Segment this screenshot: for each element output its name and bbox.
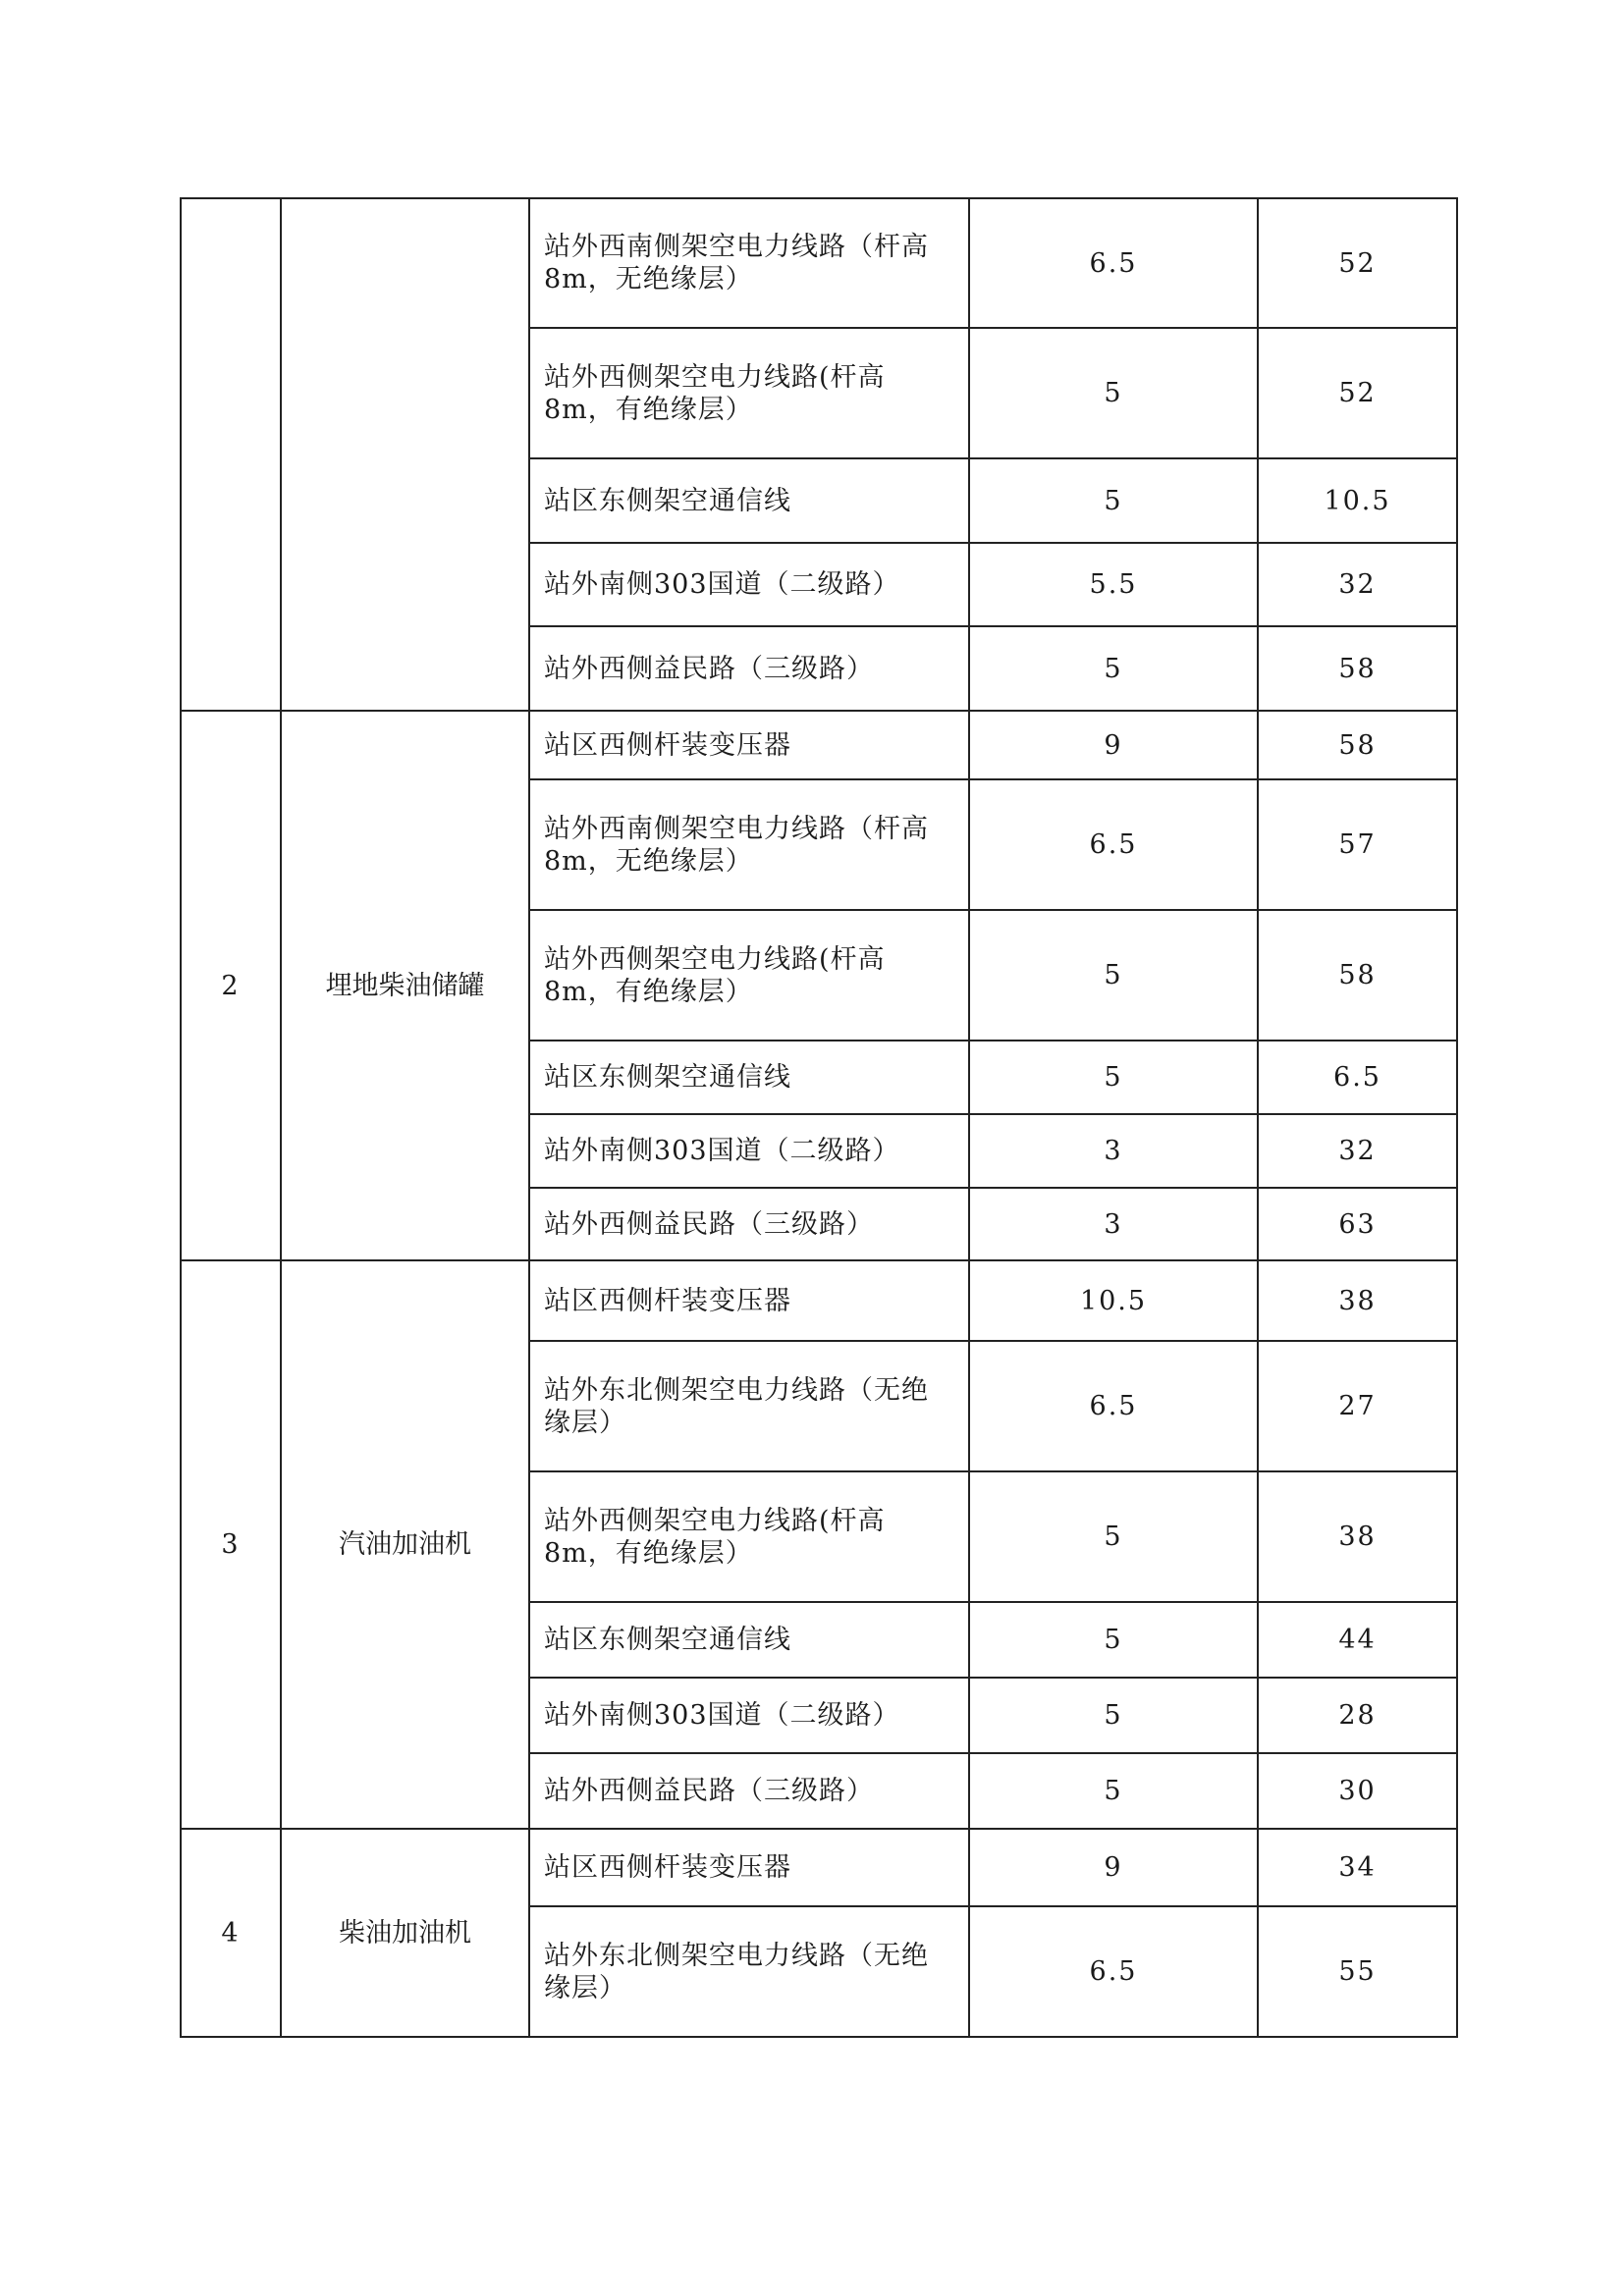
required-distance-cell: 5 <box>969 1753 1258 1829</box>
actual-distance-cell: 30 <box>1258 1753 1457 1829</box>
table-row <box>181 711 1457 779</box>
facility-cell: 站区东侧架空通信线 <box>529 1602 969 1678</box>
facility-cell: 站外南侧303国道（二级路） <box>529 1114 969 1188</box>
actual-distance-cell: 63 <box>1258 1188 1457 1260</box>
required-distance-cell: 5 <box>969 328 1258 458</box>
facility-cell: 站区西侧杆装变压器 <box>529 1260 969 1341</box>
facility-cell: 站区东侧架空通信线 <box>529 458 969 543</box>
facility-cell: 站外南侧303国道（二级路） <box>529 1678 969 1753</box>
actual-distance-cell: 6.5 <box>1258 1041 1457 1114</box>
required-distance-cell: 5.5 <box>969 543 1258 626</box>
facility-cell: 站外西南侧架空电力线路（杆高8m，无绝缘层） <box>529 198 969 328</box>
facility-cell: 站外西侧益民路（三级路） <box>529 1188 969 1260</box>
required-distance-cell: 5 <box>969 626 1258 711</box>
group-number-cell: 2 <box>181 711 281 1260</box>
required-distance-cell: 9 <box>969 711 1258 779</box>
table-body <box>181 198 1457 2037</box>
required-distance-cell: 5 <box>969 910 1258 1041</box>
actual-distance-cell: 55 <box>1258 1906 1457 2037</box>
table-row <box>181 198 1457 328</box>
facility-cell: 站区东侧架空通信线 <box>529 1041 969 1114</box>
table-row <box>181 1260 1457 1341</box>
required-distance-cell: 5 <box>969 1602 1258 1678</box>
required-distance-cell: 6.5 <box>969 1906 1258 2037</box>
actual-distance-cell: 52 <box>1258 328 1457 458</box>
actual-distance-cell: 58 <box>1258 626 1457 711</box>
actual-distance-cell: 52 <box>1258 198 1457 328</box>
required-distance-cell: 9 <box>969 1829 1258 1906</box>
facility-cell: 站外西南侧架空电力线路（杆高8m，无绝缘层） <box>529 779 969 910</box>
spacing-table <box>180 197 1458 2038</box>
equipment-name-cell: 柴油加油机 <box>281 1829 529 2037</box>
actual-distance-cell: 38 <box>1258 1471 1457 1602</box>
actual-distance-cell: 58 <box>1258 910 1457 1041</box>
required-distance-cell: 5 <box>969 1041 1258 1114</box>
group-number-cell: 3 <box>181 1260 281 1829</box>
actual-distance-cell: 57 <box>1258 779 1457 910</box>
facility-cell: 站外西侧益民路（三级路） <box>529 626 969 711</box>
facility-cell: 站外东北侧架空电力线路（无绝缘层） <box>529 1341 969 1471</box>
actual-distance-cell: 32 <box>1258 1114 1457 1188</box>
table-row <box>181 1829 1457 1906</box>
group-number-cell: 4 <box>181 1829 281 2037</box>
required-distance-cell: 3 <box>969 1188 1258 1260</box>
facility-cell: 站区西侧杆装变压器 <box>529 711 969 779</box>
facility-cell: 站外南侧303国道（二级路） <box>529 543 969 626</box>
actual-distance-cell: 44 <box>1258 1602 1457 1678</box>
actual-distance-cell: 28 <box>1258 1678 1457 1753</box>
required-distance-cell: 6.5 <box>969 1341 1258 1471</box>
facility-cell: 站外西侧架空电力线路(杆高8m，有绝缘层） <box>529 910 969 1041</box>
equipment-name-cell <box>281 198 529 711</box>
required-distance-cell: 5 <box>969 1471 1258 1602</box>
facility-cell: 站外西侧架空电力线路(杆高8m，有绝缘层） <box>529 328 969 458</box>
actual-distance-cell: 27 <box>1258 1341 1457 1471</box>
actual-distance-cell: 32 <box>1258 543 1457 626</box>
required-distance-cell: 6.5 <box>969 198 1258 328</box>
required-distance-cell: 3 <box>969 1114 1258 1188</box>
actual-distance-cell: 58 <box>1258 711 1457 779</box>
actual-distance-cell: 10.5 <box>1258 458 1457 543</box>
facility-cell: 站区西侧杆装变压器 <box>529 1829 969 1906</box>
required-distance-cell: 5 <box>969 1678 1258 1753</box>
facility-cell: 站外西侧益民路（三级路） <box>529 1753 969 1829</box>
required-distance-cell: 5 <box>969 458 1258 543</box>
group-number-cell <box>181 198 281 711</box>
required-distance-cell: 10.5 <box>969 1260 1258 1341</box>
facility-cell: 站外西侧架空电力线路(杆高8m，有绝缘层） <box>529 1471 969 1602</box>
equipment-name-cell: 汽油加油机 <box>281 1260 529 1829</box>
actual-distance-cell: 34 <box>1258 1829 1457 1906</box>
equipment-name-cell: 埋地柴油储罐 <box>281 711 529 1260</box>
actual-distance-cell: 38 <box>1258 1260 1457 1341</box>
facility-cell: 站外东北侧架空电力线路（无绝缘层） <box>529 1906 969 2037</box>
required-distance-cell: 6.5 <box>969 779 1258 910</box>
